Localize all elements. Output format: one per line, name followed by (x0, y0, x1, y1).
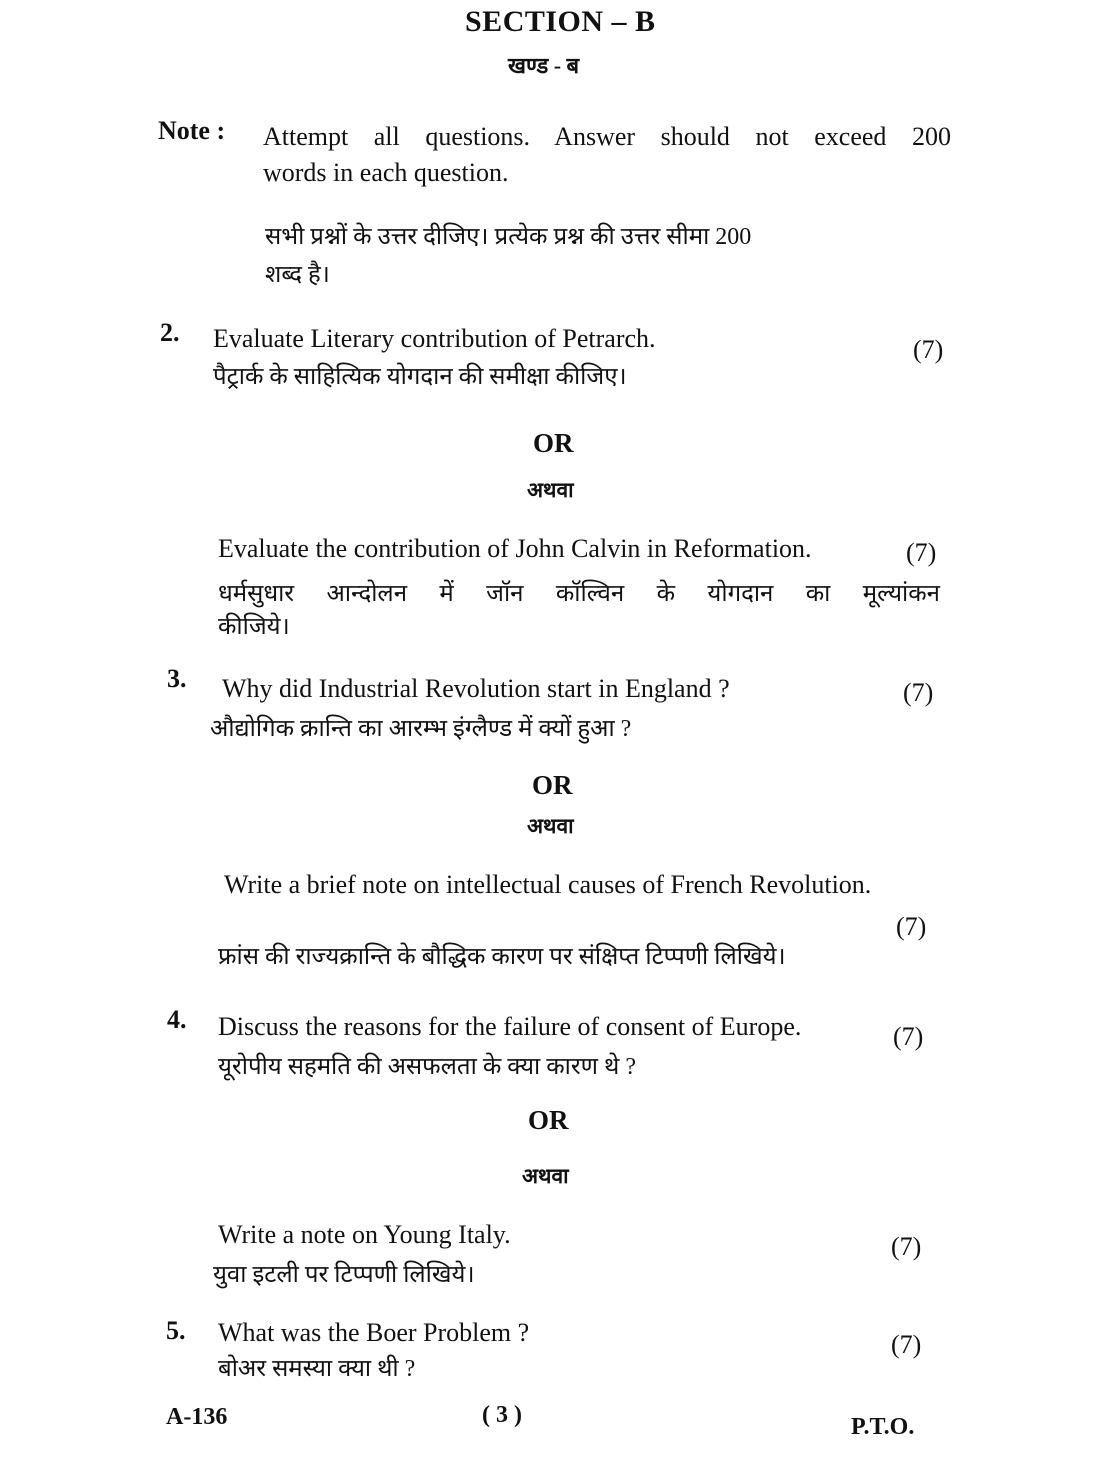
question-4a-marks: (7) (893, 1022, 924, 1051)
question-2a-en: Evaluate Literary contribution of Petrarch. (213, 324, 656, 353)
question-5a-hi: बोअर समस्या क्या थी ? (218, 1356, 416, 1382)
question-5a-marks: (7) (891, 1330, 922, 1359)
question-2-or-hi: अथवा (527, 478, 574, 502)
question-3-number: 3. (167, 664, 187, 693)
question-2-number: 2. (160, 318, 180, 347)
question-4b-en: Write a note on Young Italy. (218, 1220, 511, 1249)
question-5a-en: What was the Boer Problem ? (218, 1318, 530, 1347)
note-en-line2: words in each question. (263, 158, 509, 187)
question-2-or-en: OR (533, 428, 574, 458)
question-3-or-hi: अथवा (527, 814, 574, 838)
question-4b-marks: (7) (891, 1232, 922, 1261)
note-label: Note : (158, 116, 226, 145)
question-2a-marks: (7) (913, 335, 944, 364)
paper-code: A-136 (166, 1404, 228, 1430)
question-3b-hi: फ्रांस की राज्यक्रान्ति के बौद्धिक कारण पर संक्षिप्त टिप्पणी लिखिये। (218, 944, 786, 970)
question-2b-hi-line2: कीजिये। (218, 614, 290, 640)
question-5-number: 5. (166, 1316, 186, 1345)
note-en-line1: Attempt all questions. Answer should not exceed 200 (263, 122, 951, 151)
pto-label: P.T.O. (851, 1414, 915, 1440)
note-hi-line1: सभी प्रश्नों के उत्तर दीजिए। प्रत्येक प्रश्न की उत्तर सीमा 200 (265, 224, 752, 250)
question-4-or-en: OR (528, 1105, 569, 1135)
note-hi-line2: शब्द है। (265, 262, 330, 288)
question-3b-marks: (7) (896, 912, 927, 941)
question-4-or-hi: अथवा (522, 1164, 569, 1188)
question-2b-en: Evaluate the contribution of John Calvin in Reformation. (218, 534, 812, 563)
question-3a-marks: (7) (903, 678, 934, 707)
question-4a-en: Discuss the reasons for the failure of consent of Europe. (218, 1012, 802, 1041)
question-4a-hi: यूरोपीय सहमति की असफलता के क्या कारण थे ? (218, 1054, 637, 1080)
question-3-or-en: OR (532, 770, 573, 800)
question-4b-hi: युवा इटली पर टिप्पणी लिखिये। (213, 1262, 475, 1288)
question-2b-marks: (7) (906, 538, 937, 567)
question-3a-hi: औद्योगिक क्रान्ति का आरम्भ इंग्लैण्ड में क्यों हुआ ? (210, 716, 632, 742)
question-2b-hi-line1: धर्मसुधार आन्दोलन में जॉन कॉल्विन के योगदान का मूल्यांकन (218, 581, 940, 607)
question-3a-en: Why did Industrial Revolution start in England ? (222, 674, 730, 703)
section-title-hi: खण्ड - ब (508, 53, 580, 78)
question-3b-en: Write a brief note on intellectual causes of French Revolution. (224, 870, 872, 899)
section-title-en: SECTION – B (465, 5, 656, 38)
question-4-number: 4. (167, 1005, 187, 1034)
question-2a-hi: पैट्रार्क के साहित्यिक योगदान की समीक्षा कीजिए। (213, 364, 627, 390)
page-number: ( 3 ) (482, 1402, 522, 1428)
